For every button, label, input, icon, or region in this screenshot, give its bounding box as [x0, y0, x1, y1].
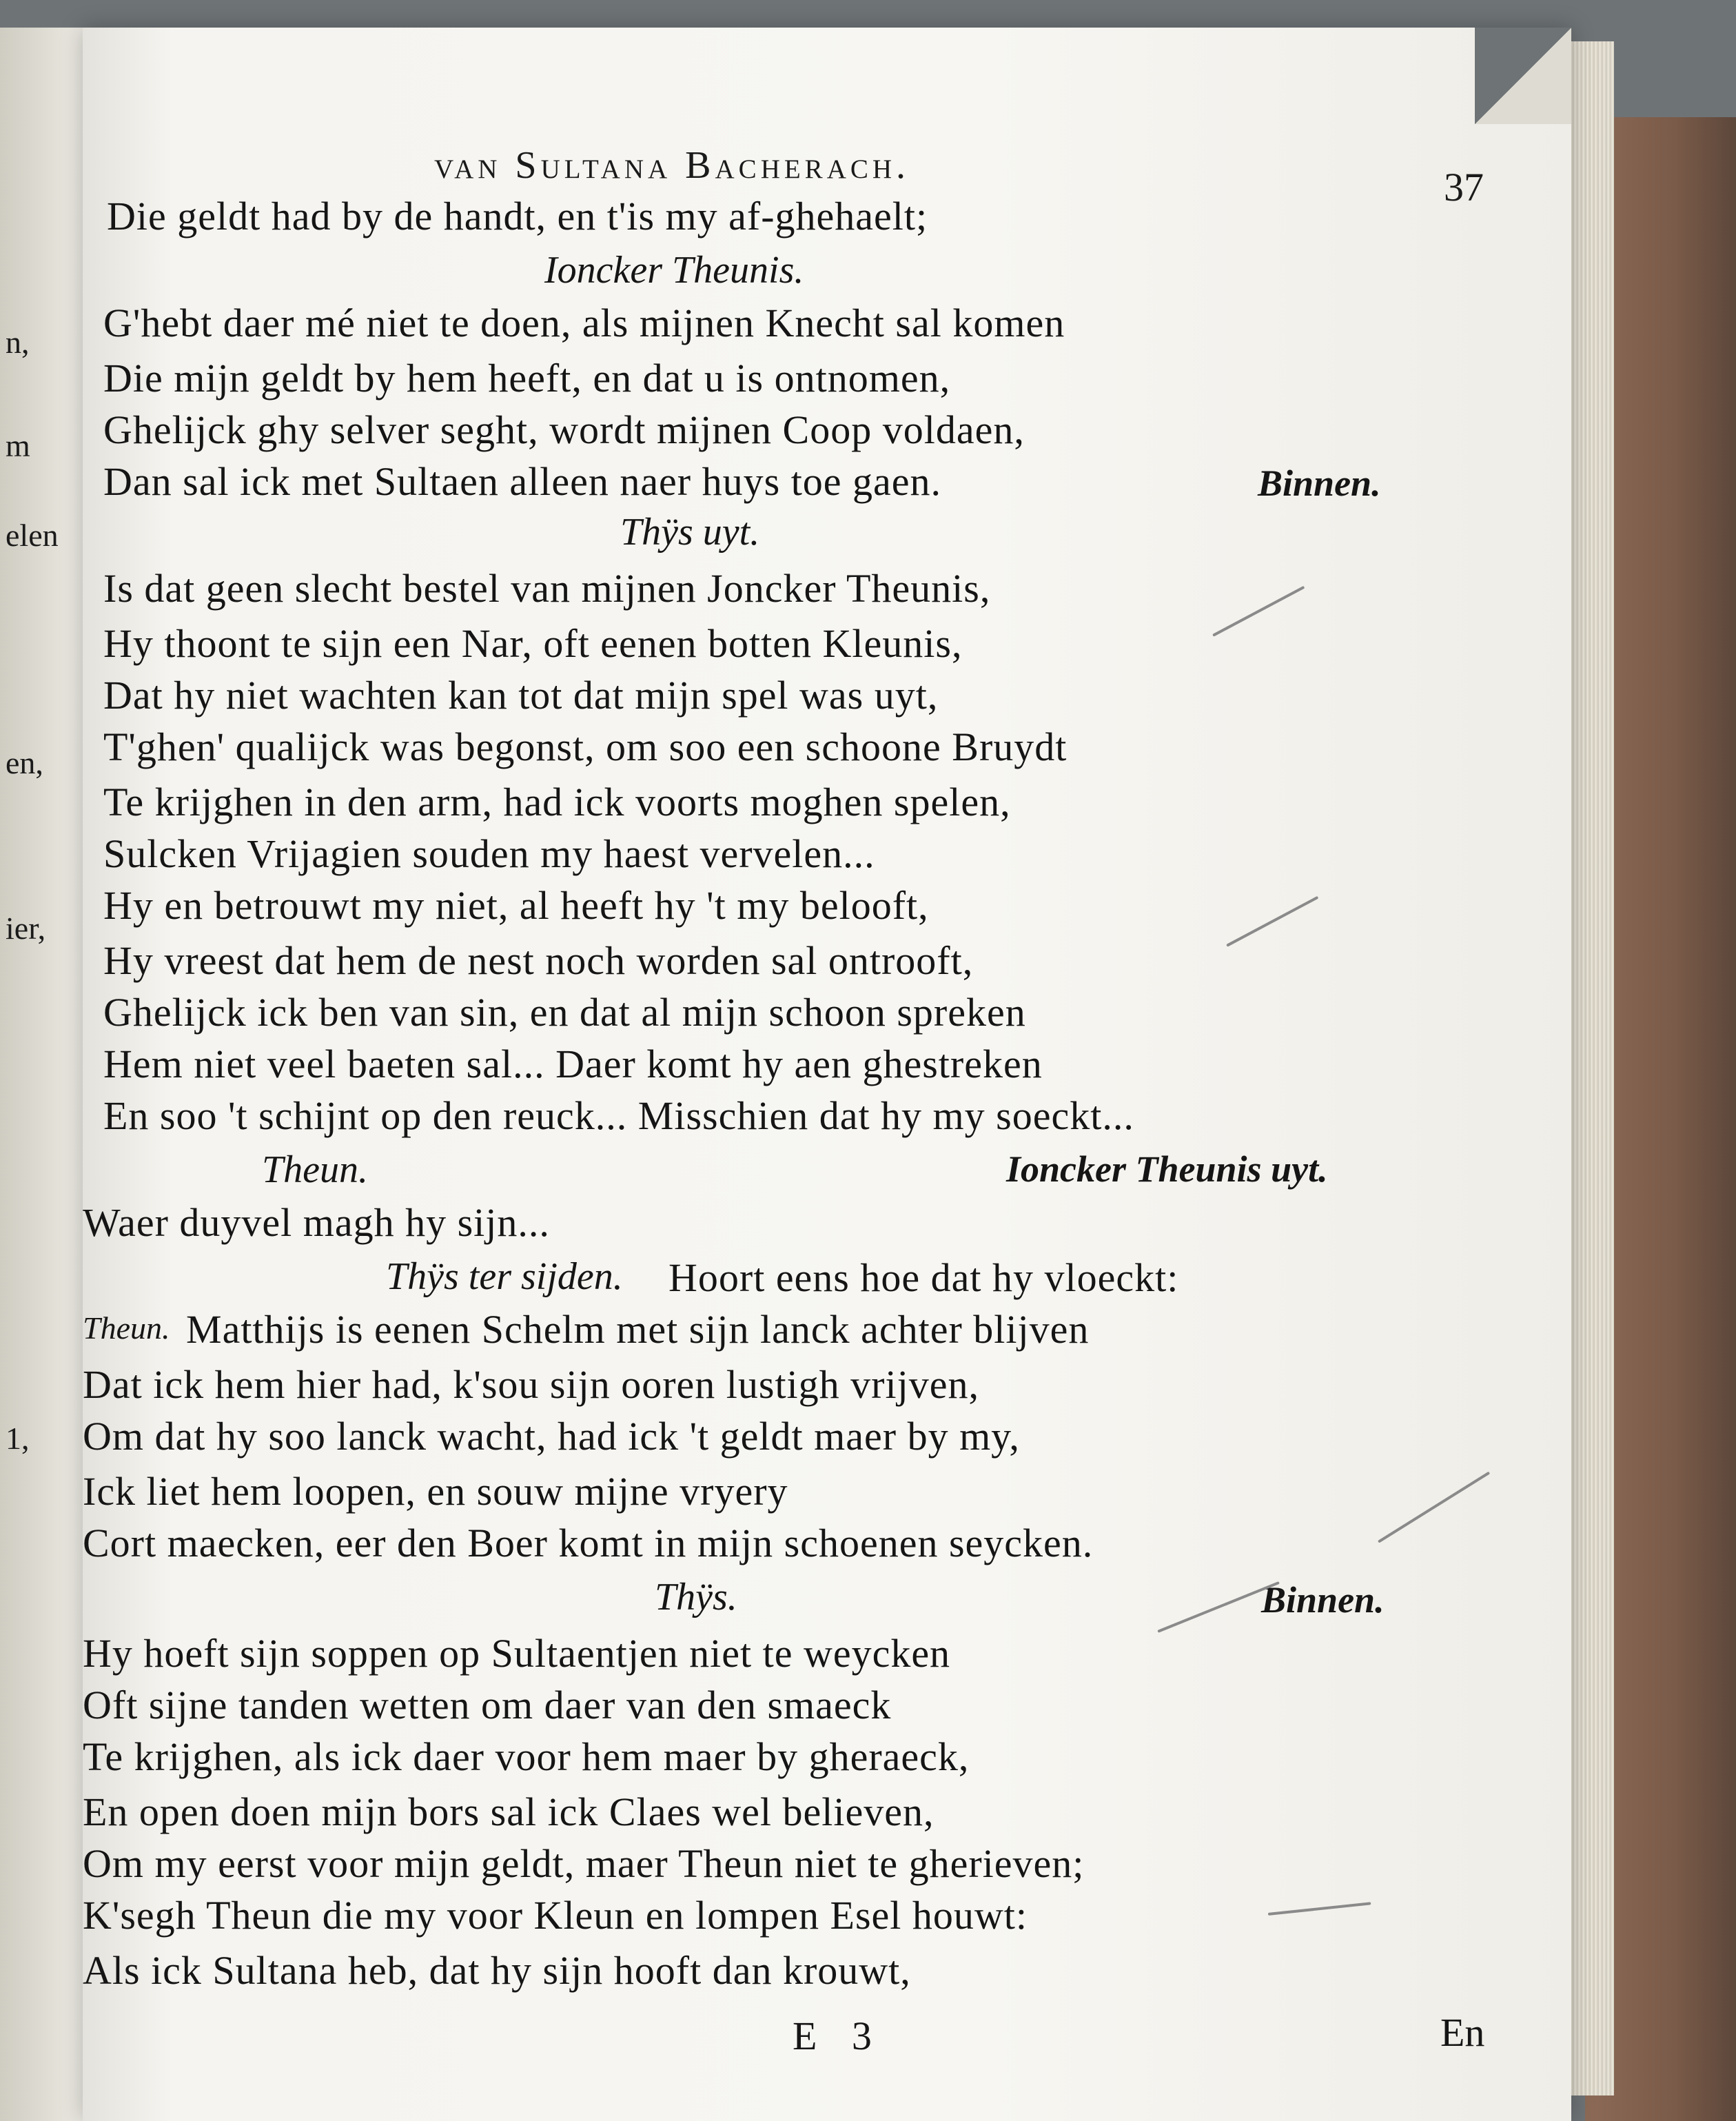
speaker-label: Thÿs ter sijden.	[386, 1255, 623, 1298]
speaker-label: Ioncker Theunis.	[544, 249, 804, 292]
left-page-fragment: 1,	[6, 1421, 30, 1456]
verse-line: Sulcken Vrijagien souden my haest vervelen...	[103, 831, 875, 876]
catchword: En	[1440, 2010, 1485, 2055]
verse-line: Ick liet hem loopen, en souw mijne vryery	[83, 1469, 788, 1514]
pencil-mark	[1268, 1902, 1371, 1916]
verse-line: Om my eerst voor mijn geldt, maer Theun niet te gherieven;	[83, 1841, 1085, 1886]
verse-line: Dan sal ick met Sultaen alleen naer huys toe gaen.	[103, 459, 942, 504]
verse-line: Ghelijck ghy selver seght, wordt mijnen Coop voldaen,	[103, 407, 1025, 452]
verse-line: Hy vreest dat hem de nest noch worden sal ontrooft,	[103, 938, 974, 983]
speaker-label: Thÿs uyt.	[620, 511, 760, 554]
page-number: 37	[1444, 165, 1484, 210]
verse-line: Matthijs is eenen Schelm met sijn lanck achter blijven	[186, 1307, 1090, 1352]
verse-line: Om dat hy soo lanck wacht, had ick 't geldt maer by my,	[83, 1414, 1020, 1459]
verse-line: G'hebt daer mé niet te doen, als mijnen Knecht sal komen	[103, 301, 1065, 345]
left-page-fragment: n,	[6, 325, 30, 360]
verse-line: Ghelijck ick ben van sin, en dat al mijn schoon spreken	[103, 990, 1026, 1035]
left-page-fragment: ier,	[6, 911, 46, 946]
verse-line: Hem niet veel baeten sal... Daer komt hy aen ghestreken	[103, 1042, 1043, 1086]
verse-line: Dat hy niet wachten kan tot dat mijn spel was uyt,	[103, 673, 939, 718]
speaker-label: Theun.	[262, 1148, 368, 1191]
speaker-label: Theun.	[83, 1310, 170, 1346]
left-page-fragment: m	[6, 428, 30, 463]
verse-line: Die geldt had by de handt, en t'is my af-ghehaelt;	[107, 194, 928, 239]
signature-mark: E 3	[793, 2013, 884, 2058]
verse-line: En soo 't schijnt op den reuck... Misschien dat hy my soeckt...	[103, 1093, 1134, 1138]
verse-line: Hy thoont te sijn een Nar, oft eenen botten Kleunis,	[103, 621, 963, 666]
pencil-mark	[1378, 1472, 1490, 1543]
verse-line: Hy en betrouwt my niet, al heeft hy 't my belooft,	[103, 883, 929, 928]
stage-direction: Binnen.	[1261, 1579, 1385, 1621]
left-page-fragment: en,	[6, 745, 43, 780]
verse-line: Te krijghen in den arm, had ick voorts moghen spelen,	[103, 780, 1011, 824]
verse-line: Hy hoeft sijn soppen op Sultaentjen niet te weycken	[83, 1631, 951, 1676]
pencil-mark	[1226, 896, 1318, 947]
speaker-label: Thÿs.	[655, 1576, 737, 1618]
verse-line: En open doen mijn bors sal ick Claes wel believen,	[83, 1789, 935, 1834]
verse-line: Oft sijne tanden wetten om daer van den smaeck	[83, 1683, 892, 1727]
running-head: van Sultana Bacherach.	[433, 144, 910, 187]
verse-line: Die mijn geldt by hem heeft, en dat u is ontnomen,	[103, 356, 951, 400]
verse-line: Waer duyvel magh hy sijn...	[83, 1200, 550, 1245]
verse-line: T'ghen' qualijck was begonst, om soo een schoone Bruydt	[103, 724, 1068, 769]
verse-line: Cort maecken, eer den Boer komt in mijn schoenen seycken.	[83, 1521, 1094, 1565]
stage-direction: Ioncker Theunis uyt.	[1006, 1148, 1328, 1190]
verse-line: K'segh Theun die my voor Kleun en lompen Esel houwt:	[83, 1893, 1028, 1938]
book-page	[83, 28, 1571, 2121]
stage-direction: Binnen.	[1258, 463, 1381, 504]
verse-line: Dat ick hem hier had, k'sou sijn ooren lustigh vrijven,	[83, 1362, 979, 1407]
folded-corner	[1475, 28, 1571, 124]
left-page-fragment: elen	[6, 518, 59, 553]
verse-line: Is dat geen slecht bestel van mijnen Joncker Theunis,	[103, 566, 991, 611]
verse-line: Te krijghen, als ick daer voor hem maer by gheraeck,	[83, 1734, 970, 1779]
verse-line: Als ick Sultana heb, dat hy sijn hooft dan krouwt,	[83, 1948, 911, 1993]
verse-line: Hoort eens hoe dat hy vloeckt:	[668, 1255, 1179, 1300]
pencil-mark	[1212, 586, 1305, 637]
